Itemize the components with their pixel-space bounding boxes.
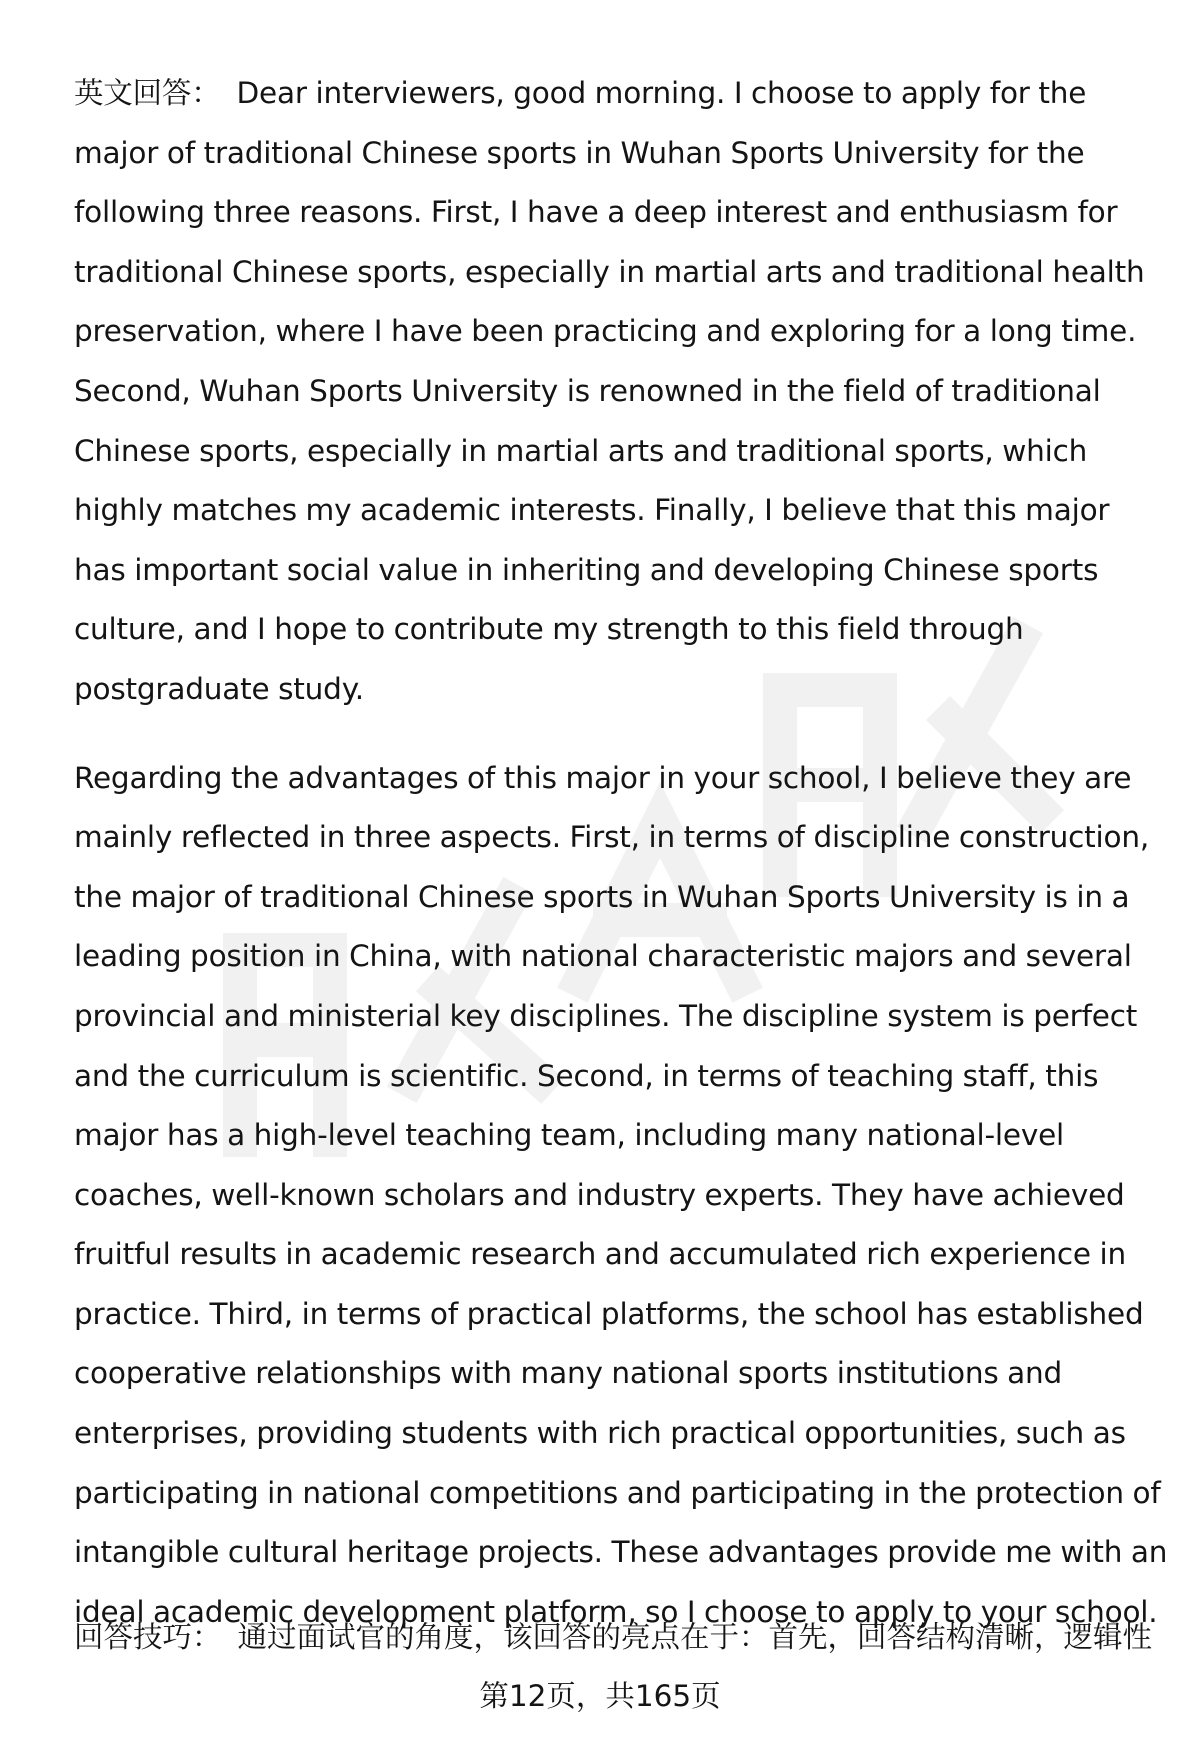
answer-text-1: Dear interviewers, good morning. I choose to apply for the major of traditional Chinese sports in Wuhan Sports University for the following three reasons. First, I have a deep interest and enthusiasm for traditional Chinese sports, especially in martial arts and traditional health preservation, where I have been practicing and exploring for a long time. Second, Wuhan Sports University is renowned in the field of traditional Chinese sports, especially in martial arts and traditional sports, which highly matches my academic interests. Finally, I believe that this major has important social value in inheriting and developing Chinese sports culture, and I hope to contribute my strength to this field through postgraduate study. [74, 76, 1145, 706]
answer-label: 英文回答： [74, 76, 221, 110]
answer-paragraph-1 [74, 64, 1169, 720]
tips-text: 通过面试官的角度，该回答的亮点在于：首先，回答结构清晰，逻辑性 [237, 1620, 1153, 1654]
tips-line [74, 1608, 1174, 1668]
page-indicator: 第12页，共165页 [479, 1679, 721, 1713]
tips-label: 回答技巧： [74, 1620, 222, 1654]
answer-section [74, 64, 1169, 1642]
answer-paragraph-2: Regarding the advantages of this major in your school, I believe they are mainly reflected in three aspects. First, in terms of discipline construction, the major of traditional Chinese sports in Wuhan Sports University is in a leading position in China, with national characteristic majors and several provincial and ministerial key disciplines. The discipline system is perfect and the curriculum is scientific. Second, in terms of teaching staff, this major has a high-level teaching team, including many national-level coaches, well-known scholars and industry experts. They have achieved fruitful results in academic research and accumulated rich experience in practice. Third, in terms of practical platforms, the school has established cooperative relationships with many national sports institutions and enterprises, providing students with rich practical opportunities, such as participating in national competitions and participating in the protection of intangible cultural heritage projects. These advantages provide me with an ideal academic development platform, so I choose to apply to your school. [74, 760, 1168, 1629]
